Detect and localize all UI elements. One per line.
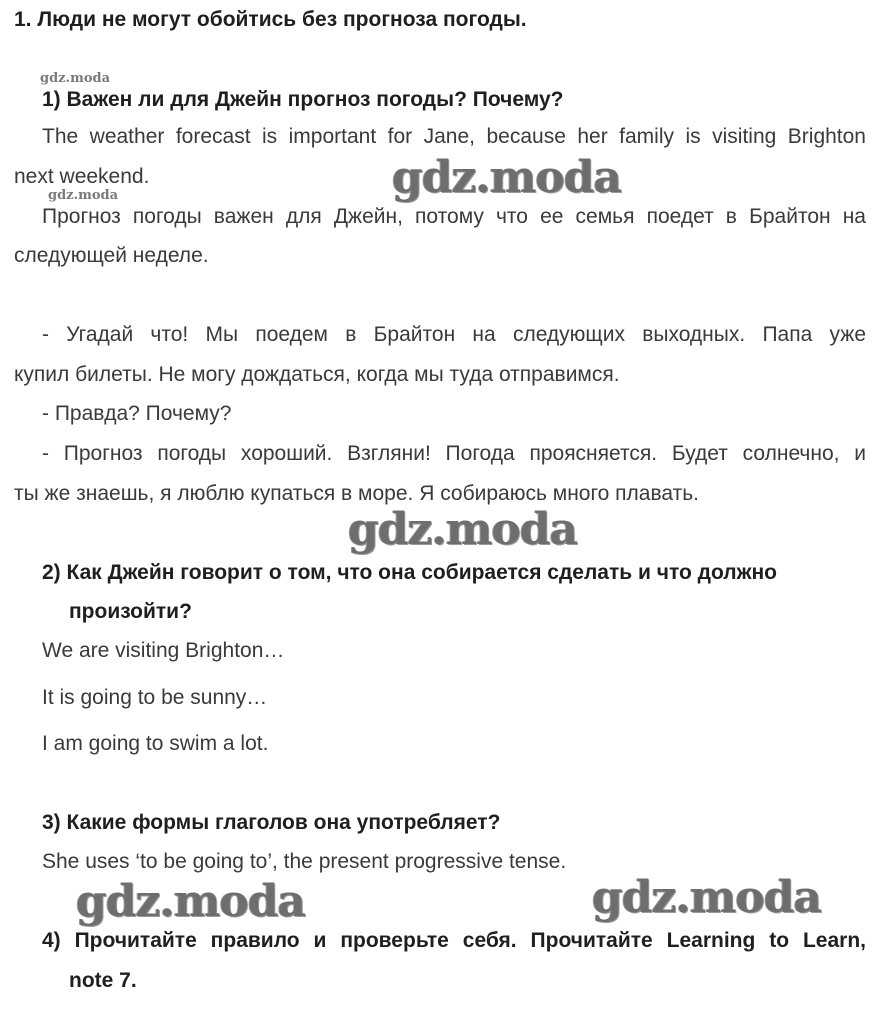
dialogue-line-3a: - Прогноз погоды хороший. Взгляни! Погода проясняется. Будет солнечно, и <box>42 442 866 465</box>
question-1: 1) Важен ли для Джейн прогноз погоды? Почему? <box>42 88 564 111</box>
question-3: 3) Какие формы глаголов она употребляет? <box>42 811 501 834</box>
question-2-line-2: произойти? <box>69 600 192 623</box>
answer-1-en-line-2: next weekend. <box>14 165 150 188</box>
answer-3: She uses ‘to be going to’, the present progressive tense. <box>42 850 567 873</box>
answer-2-item: It is going to be sunny… <box>42 686 268 709</box>
answer-1-ru-line-1: Прогноз погоды важен для Джейн, потому что ее семья поедет в Брайтон на <box>42 205 866 228</box>
answer-2-item: We are visiting Brighton… <box>42 639 285 662</box>
watermark: gdz.moda <box>348 504 578 555</box>
question-4-line-1: 4) Прочитайте правило и проверьте себя. Прочитайте Learning to Learn, <box>42 929 866 952</box>
answer-1-en-line-1: The weather forecast is important for Jane, because her family is visiting Brighton <box>42 125 866 148</box>
task-heading: 1. Люди не могут обойтись без прогноза погоды. <box>14 8 527 31</box>
dialogue-line-1a: - Угадай что! Мы поедем в Брайтон на следующих выходных. Папа уже <box>42 323 866 346</box>
watermark: gdz.moda <box>592 872 822 923</box>
watermark: gdz.moda <box>392 152 622 203</box>
question-2-line-1: 2) Как Джейн говорит о том, что она собирается сделать и что должно <box>42 561 777 584</box>
answer-2-item: I am going to swim a lot. <box>42 732 269 755</box>
answer-1-ru-line-2: следующей неделе. <box>14 244 209 267</box>
dialogue-line-1b: купил билеты. Не могу дождаться, когда мы туда отправимся. <box>14 363 620 386</box>
dialogue-line-3b: ты же знаешь, я люблю купаться в море. Я собираюсь много плавать. <box>14 482 700 505</box>
watermark-small: gdz.moda <box>48 188 119 203</box>
watermark: gdz.moda <box>76 876 306 927</box>
dialogue-line-2: - Правда? Почему? <box>42 402 232 425</box>
watermark-small: gdz.moda <box>40 71 111 86</box>
question-4-line-2: note 7. <box>69 969 137 992</box>
